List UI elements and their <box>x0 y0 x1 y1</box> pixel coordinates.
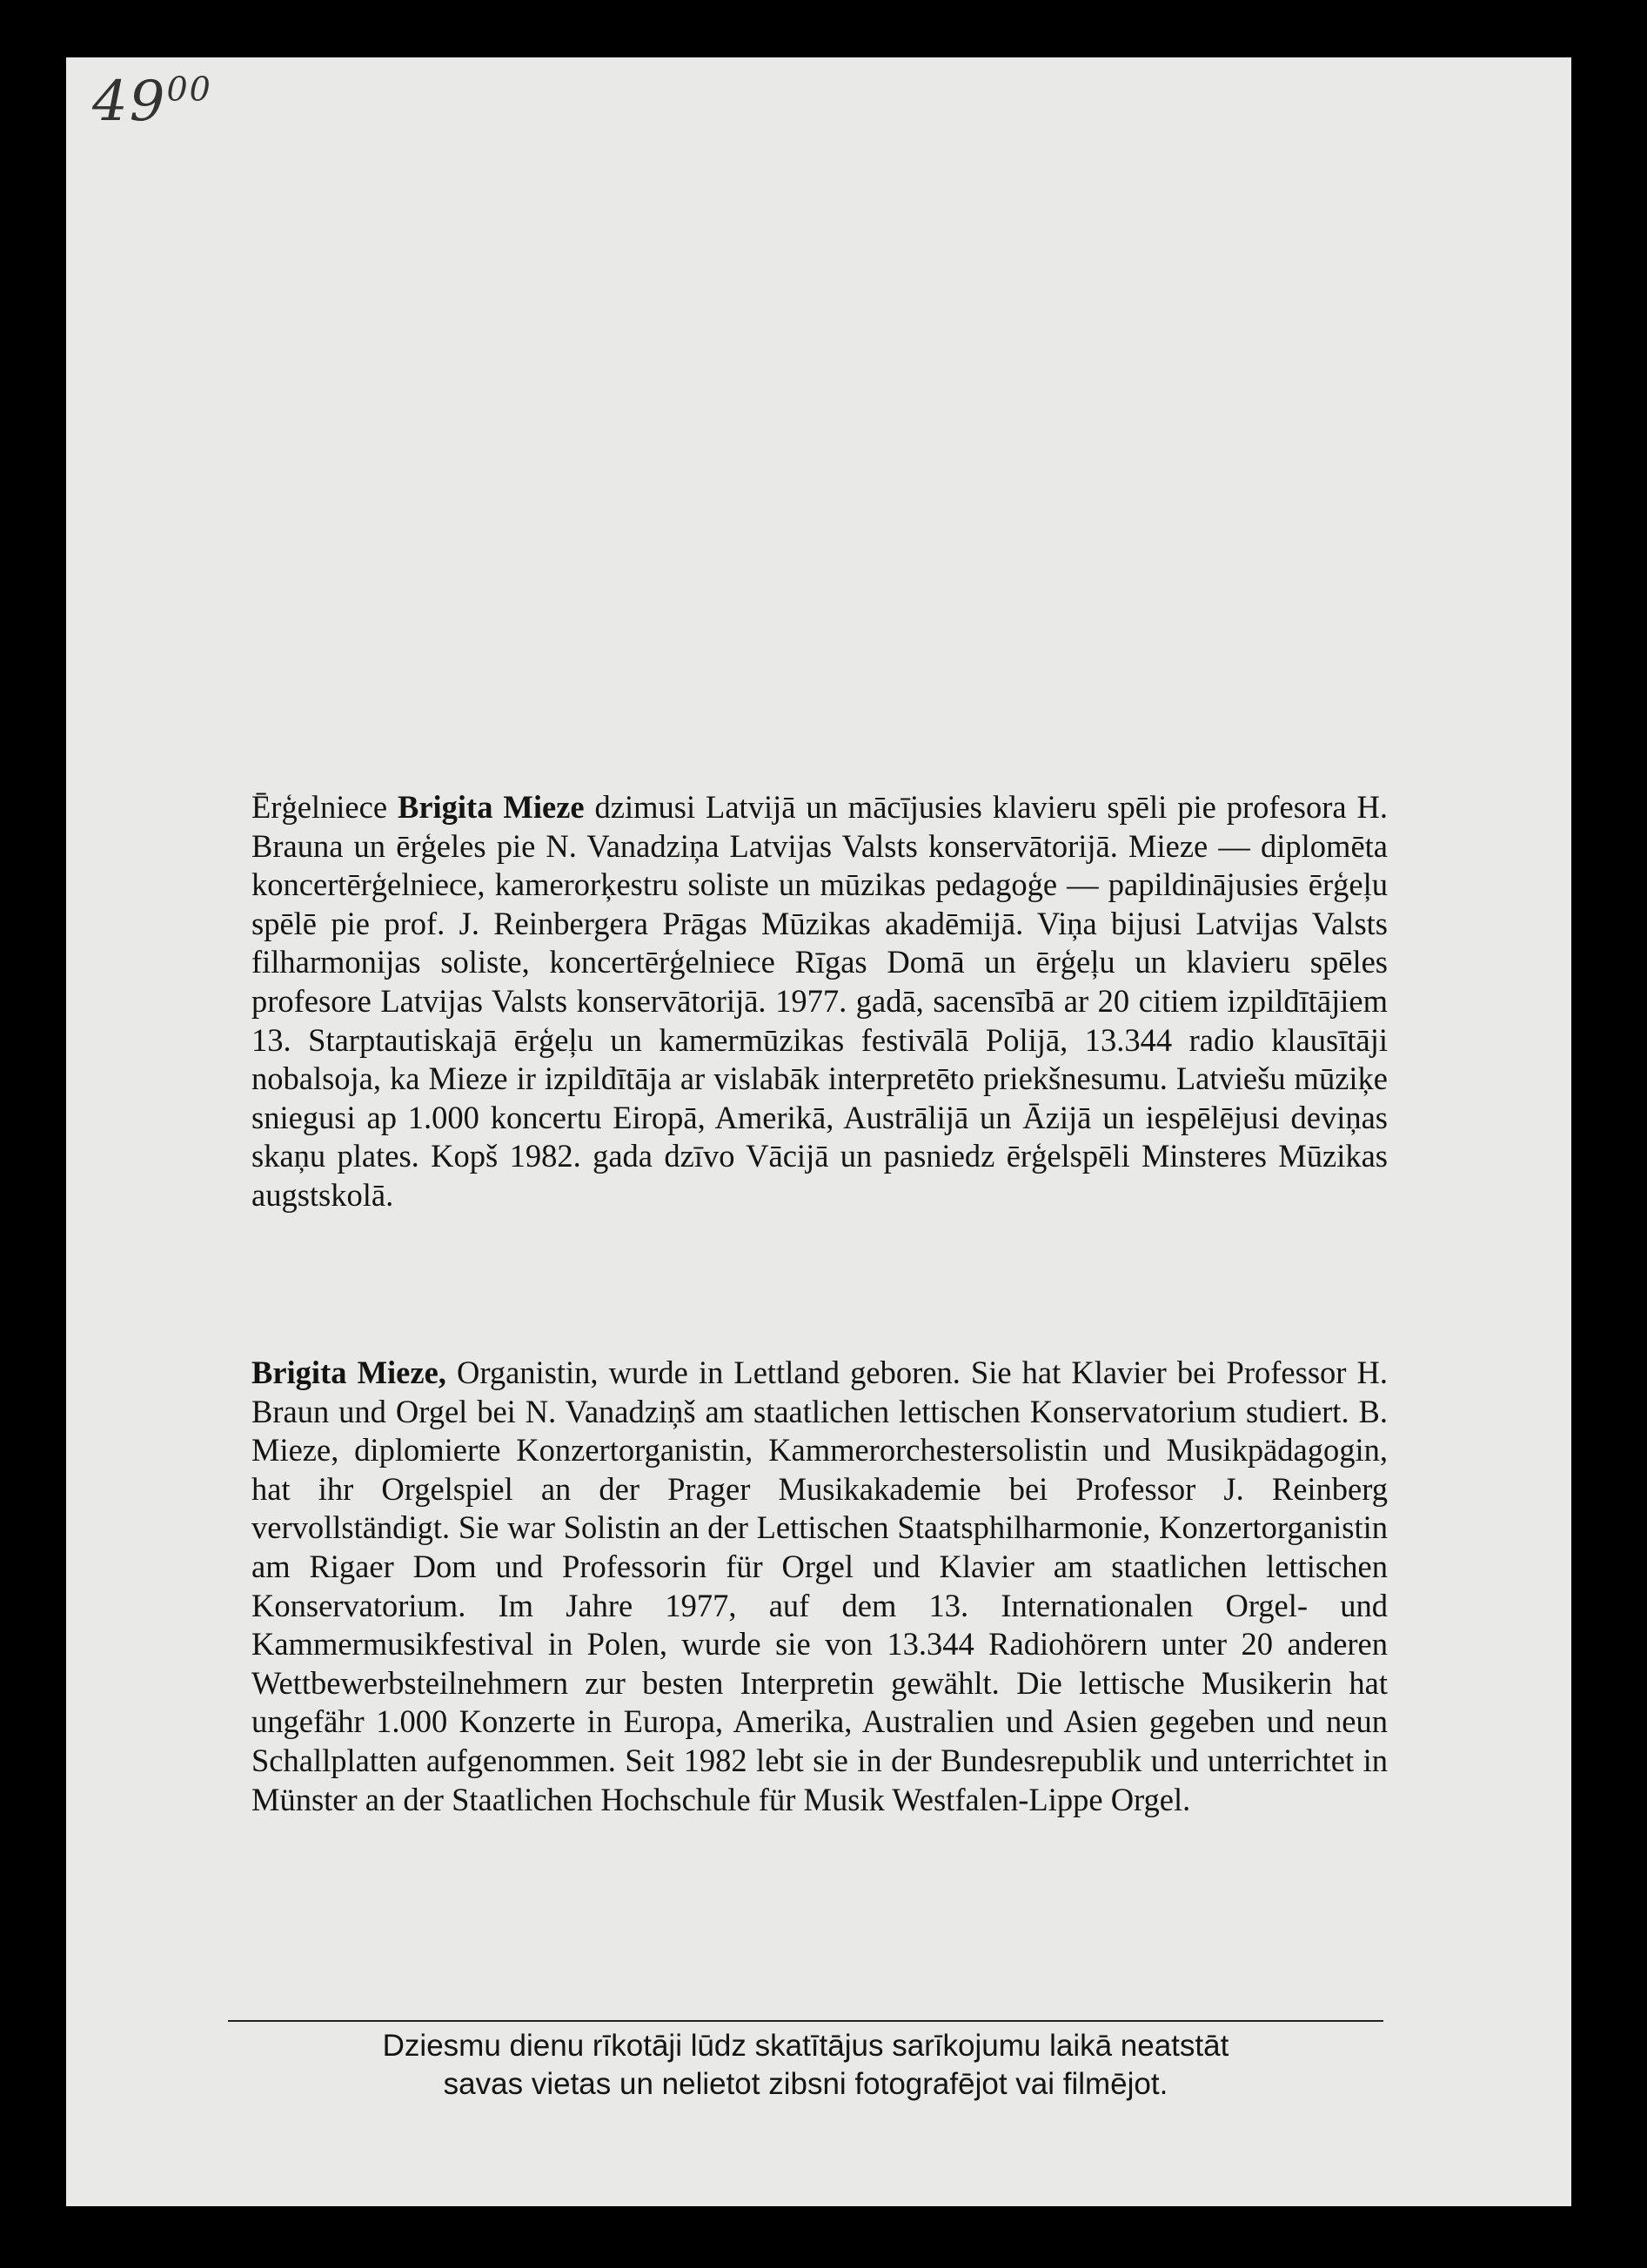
handwritten-number: 49 <box>92 70 167 134</box>
latvian-biography <box>251 788 1388 1215</box>
handwritten-price-note <box>92 70 212 134</box>
audience-notice <box>228 2027 1383 2104</box>
latvian-bio-name: Brigita Mieze <box>397 789 585 825</box>
latvian-bio-text: dzimusi Latvijā un mācījusies klavieru spēli pie profesora H. Brauna un ērģeles pie N. Vanadziņa Latvijas Valsts konservātorijā. Mieze — diplomēta koncertērģelniece, kamerorķestru soliste un mūzikas pedagoģe — papildinājusies ērģeļu spēlē pie prof. J. Reinbergera Prāgas Mūzikas akadēmijā. Viņa bijusi Latvijas Valsts filharmonijas soliste, koncertērģelniece Rīgas Domā un ērģeļu un klavieru spēles profesore Latvijas Valsts konservātorijā. 1977. gadā, sacensībā ar 20 citiem izpildītājiem 13. Starptautiskajā ērģeļu un kamermūzikas festivālā Polijā, 13.344 radio klausītāji nobalsoja, ka Mieze ir izpildītāja ar vislabāk interpretēto priekšnesumu. Latviešu mūziķe sniegusi ap 1.000 koncertu Eiropā, Amerikā, Austrālijā un Āzijā un iespēlējusi deviņas skaņu plates. Kopš 1982. gada dzīvo Vācijā un pasniedz ērģelspēli Minsteres Mūzikas augstskolā. <box>251 789 1388 1213</box>
german-biography <box>251 1354 1388 1819</box>
german-bio-name: Brigita Mieze, <box>251 1355 446 1390</box>
handwritten-superscript: 00 <box>166 70 212 109</box>
notice-line-1: Dziesmu dienu rīkotāji lūdz skatītājus sarīkojumu laikā neatstāt <box>382 2029 1229 2063</box>
notice-divider <box>228 2020 1383 2022</box>
notice-line-2: savas vietas un nelietot zibsni fotografējot vai filmējot. <box>443 2067 1168 2101</box>
latvian-bio-lead: Ērģelniece <box>251 789 398 825</box>
german-bio-text: Organistin, wurde in Lettland geboren. Sie hat Klavier bei Professor H. Braun und Orgel bei N. Vanadziņš am staatlichen lettischen Konservatorium studiert. B. Mieze, diplomierte Konzertorganistin, Kammerorchestersolistin und Musikpädagogin, hat ihr Orgelspiel an der Prager Musikakademie bei Professor J. Reinberg vervollständigt. Sie war Solistin an der Lettischen Staatsphilharmonie, Konzertorganistin am Rigaer Dom und Professorin für Orgel und Klavier am staatlichen lettischen Konservatorium. Im Jahre 1977, auf dem 13. Internationalen Orgel- und Kammermusikfestival in Polen, wurde sie von 13.344 Radiohörern unter 20 anderen Wettbewerbsteilnehmern zur besten Interpretin gewählt. Die lettische Musikerin hat ungefähr 1.000 Konzerte in Europa, Amerika, Australien und Asien gegeben und neun Schallplatten aufgenommen. Seit 1982 lebt sie in der Bundesrepublik und unterrichtet in Münster an der Staatlichen Hochschule für Musik Westfalen-Lippe Orgel. <box>251 1355 1388 1817</box>
program-page <box>66 57 1571 2206</box>
